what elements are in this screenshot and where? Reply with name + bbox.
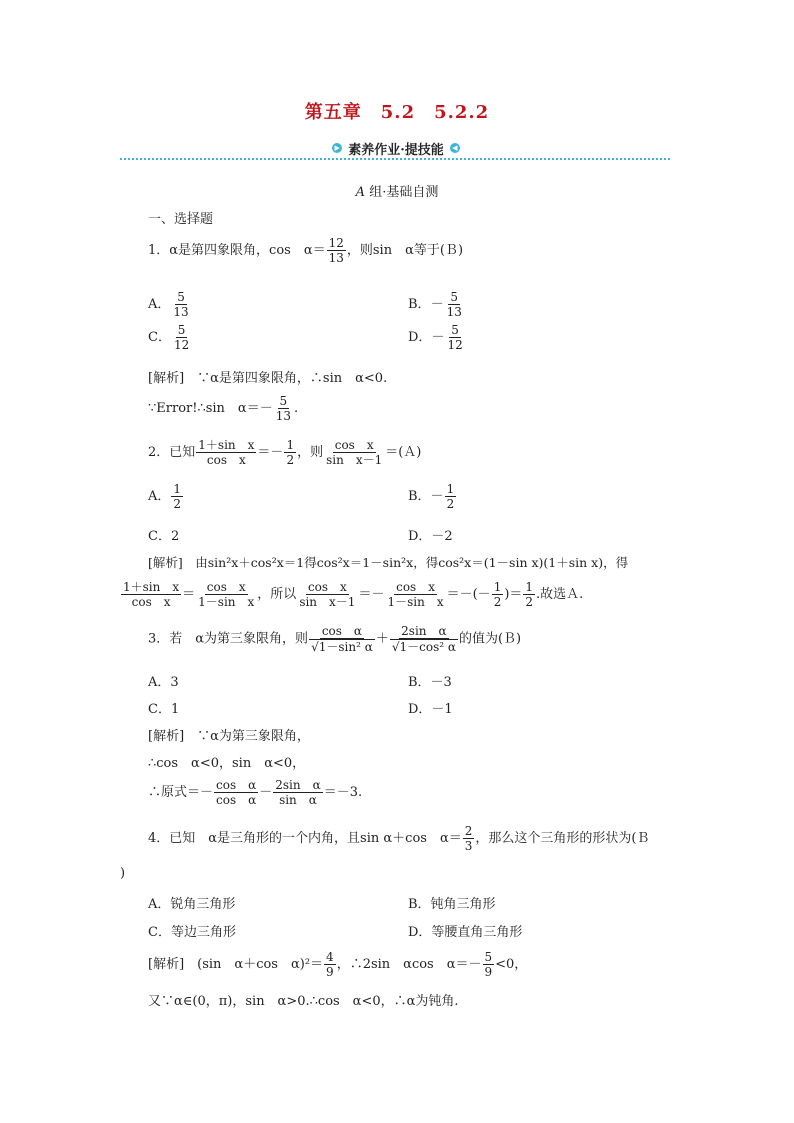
section-heading: 一、选择题 bbox=[148, 212, 214, 227]
q3-option-d: D．－1 bbox=[408, 702, 453, 717]
q1-option-a: A． $\frac{5}{13}$ bbox=[148, 290, 189, 319]
play-left-icon: ◀ bbox=[450, 143, 460, 153]
q4-option-b: B．钝角三角形 bbox=[408, 897, 496, 912]
q2-option-a: A． $\frac{1}{2}$ bbox=[148, 482, 182, 511]
q1-option-b: B．－ $\frac{5}{13}$ bbox=[408, 290, 462, 319]
q1-stem-b: ，则sin α等于(Ｂ) bbox=[346, 243, 464, 258]
q4-analysis-2: 又∵α∈(0，π)，sin α>0.∴cos α<0，∴α为钝角. bbox=[148, 994, 459, 1009]
play-right-icon: ▶ bbox=[332, 143, 342, 153]
dotted-divider bbox=[120, 158, 670, 160]
group-letter: A bbox=[355, 185, 366, 200]
q1-option-c: C． $\frac{5}{12}$ bbox=[148, 323, 190, 352]
q1-analysis-2: ∵Error!∴sin α＝－ $\frac{5}{13}$ . bbox=[148, 394, 299, 423]
q2-analysis-1: [解析] 由sin²x＋cos²x＝1得cos²x＝1－sin²x，得cos²x＝(1－sin x)(1＋sin x)，得 bbox=[148, 555, 629, 570]
q3-analysis-2: ∴cos α<0，sin α<0， bbox=[148, 756, 306, 771]
q3-option-c: C．1 bbox=[148, 702, 180, 717]
q2-analysis-2: $\frac{\text{1＋sin x}}{\text{cos x}}$ ＝ $\frac{\text{cos x}}{\text{1－sin x}}$ ，所以 $\frac{\text{cos x}}{\text{sin x－1}}$ ＝－ $\frac{\text{cos x}}{\text{1－sin x}}$ ＝－(－ $\frac{1}{2}$ )＝ $\frac{1}{2}$ .故选Ａ. bbox=[123, 580, 584, 609]
q4-analysis-1: [解析] (sin α＋cos α)²＝ $\frac{4}{9}$ ，∴2sin αcos α＝－ $\frac{5}{9}$ <0， bbox=[148, 950, 528, 979]
q1-analysis-1: [解析] ∵α是第四象限角，∴sin α<0. bbox=[148, 371, 388, 386]
banner-label-box bbox=[308, 138, 484, 158]
q1-stem-a: 1．α是第四象限角，cos α＝ bbox=[148, 243, 326, 258]
question-1 bbox=[148, 236, 463, 265]
question-2: 2．已知 $\frac{\text{1＋sin x}}{\text{cos x}}$ ＝－ $\frac{1}{2}$ ，则 $\frac{\text{cos x}}{\text{sin x－1}}$ ＝(Ａ) bbox=[148, 438, 422, 467]
group-heading bbox=[0, 181, 794, 200]
q4-option-a: A．锐角三角形 bbox=[148, 897, 236, 912]
q2-option-c: C．2 bbox=[148, 529, 180, 544]
q4-option-d: D．等腰直角三角形 bbox=[408, 925, 523, 940]
q1-fraction: $\frac{12}{13}$ bbox=[328, 236, 344, 265]
question-4: 4．已知 α是三角形的一个内角，且sin α＋cos α＝ $\frac{2}{3}$ ，那么这个三角形的形状为(Ｂ bbox=[148, 824, 650, 853]
q1-option-d: D．－ $\frac{5}{12}$ bbox=[408, 323, 463, 352]
section-banner bbox=[120, 138, 670, 160]
q2-option-d: D．－2 bbox=[408, 529, 453, 544]
q3-analysis-3: ∴原式＝－ $\frac{\text{cos α}}{\text{cos α}}$ － $\frac{\text{2sin α}}{\text{sin α}}$ ＝－3. bbox=[148, 778, 363, 807]
question-3: 3．若 α为第三象限角，则 $\frac{\text{cos α}}{\text{√1－sin² α}}$ ＋ $\frac{\text{2sin α}}{\text{√1－cos² α}}$ 的值为(Ｂ) bbox=[148, 624, 522, 654]
page-title: 第五章 5.2 5.2.2 bbox=[304, 102, 490, 123]
q3-option-b: B．－3 bbox=[408, 675, 452, 690]
group-label: 组·基础自测 bbox=[369, 185, 439, 200]
banner-label: 素养作业·提技能 bbox=[348, 142, 444, 158]
q2-option-b: B．－ $\frac{1}{2}$ bbox=[408, 482, 455, 511]
q4-stem-end: ) bbox=[120, 866, 126, 881]
q3-option-a: A．3 bbox=[148, 675, 179, 690]
q3-analysis-1: [解析] ∵α为第三象限角， bbox=[148, 729, 310, 744]
q4-option-c: C．等边三角形 bbox=[148, 925, 236, 940]
